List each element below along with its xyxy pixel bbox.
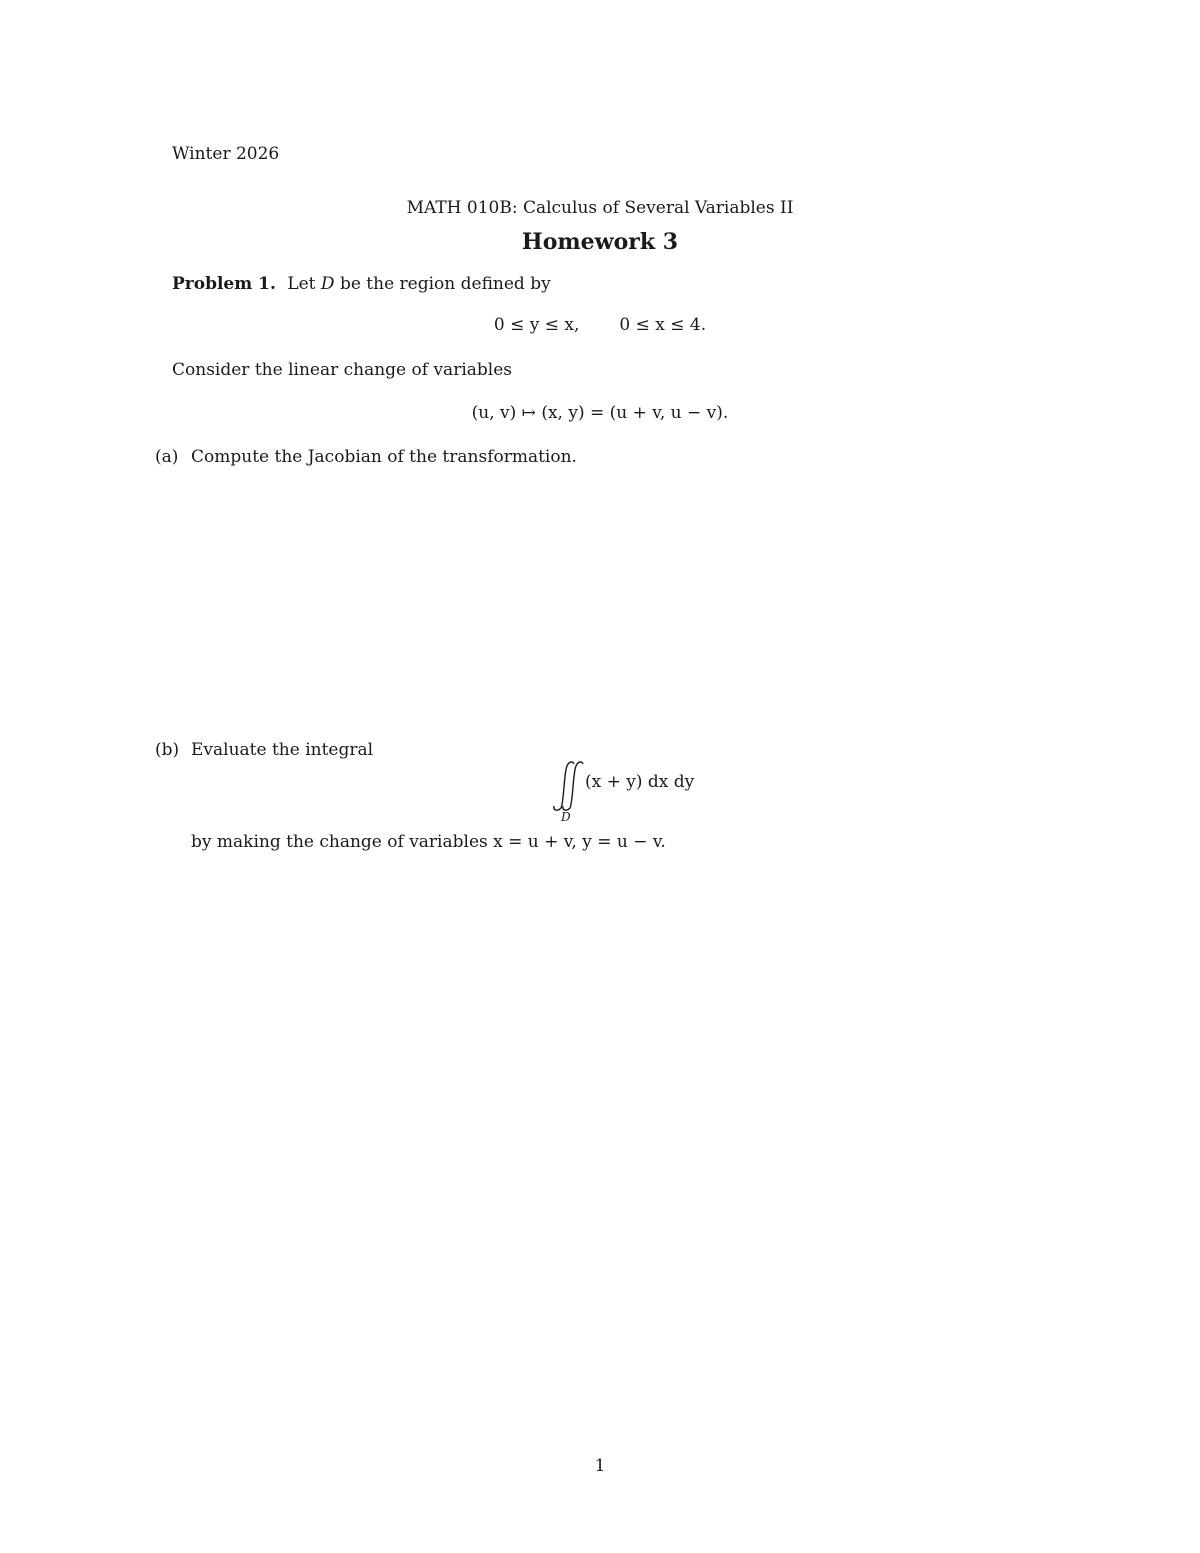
region-definition [0,315,1200,335]
course-title: MATH 010B: Calculus of Several Variables II [406,198,794,218]
change-equation: x = u + v, y = u − v. [493,832,666,852]
part-a-label: (a) [155,447,179,467]
problem-1-intro-a: Let [287,274,316,294]
problem-1-statement [172,274,551,294]
problem-1-intro-b: be the region defined by [339,274,551,294]
part-a-text: Compute the Jacobian of the transformation. [191,447,577,467]
region-constraint-1: 0 ≤ y ≤ x, [493,315,580,335]
problem-1-label: Problem 1. [172,274,276,294]
region-symbol: D [320,274,335,294]
integrand: (x + y) dx dy [585,772,695,792]
region-constraint-2: 0 ≤ x ≤ 4. [619,315,707,335]
transformation-equation: (u, v) ↦ (x, y) = (u + v, u − v). [471,403,729,423]
double-integral [551,758,731,828]
change-prefix: by making the change of variables [191,832,488,852]
part-b-text: Evaluate the integral [191,740,374,760]
part-b-label: (b) [155,740,180,760]
integral-region: D [561,810,571,824]
change-of-variables-text [191,832,666,852]
consider-text: Consider the linear change of variables [172,360,512,380]
page-number: 1 [594,1456,606,1476]
homework-title: Homework 3 [521,229,679,255]
double-integral-sign [551,758,585,814]
term-label: Winter 2026 [172,144,280,164]
